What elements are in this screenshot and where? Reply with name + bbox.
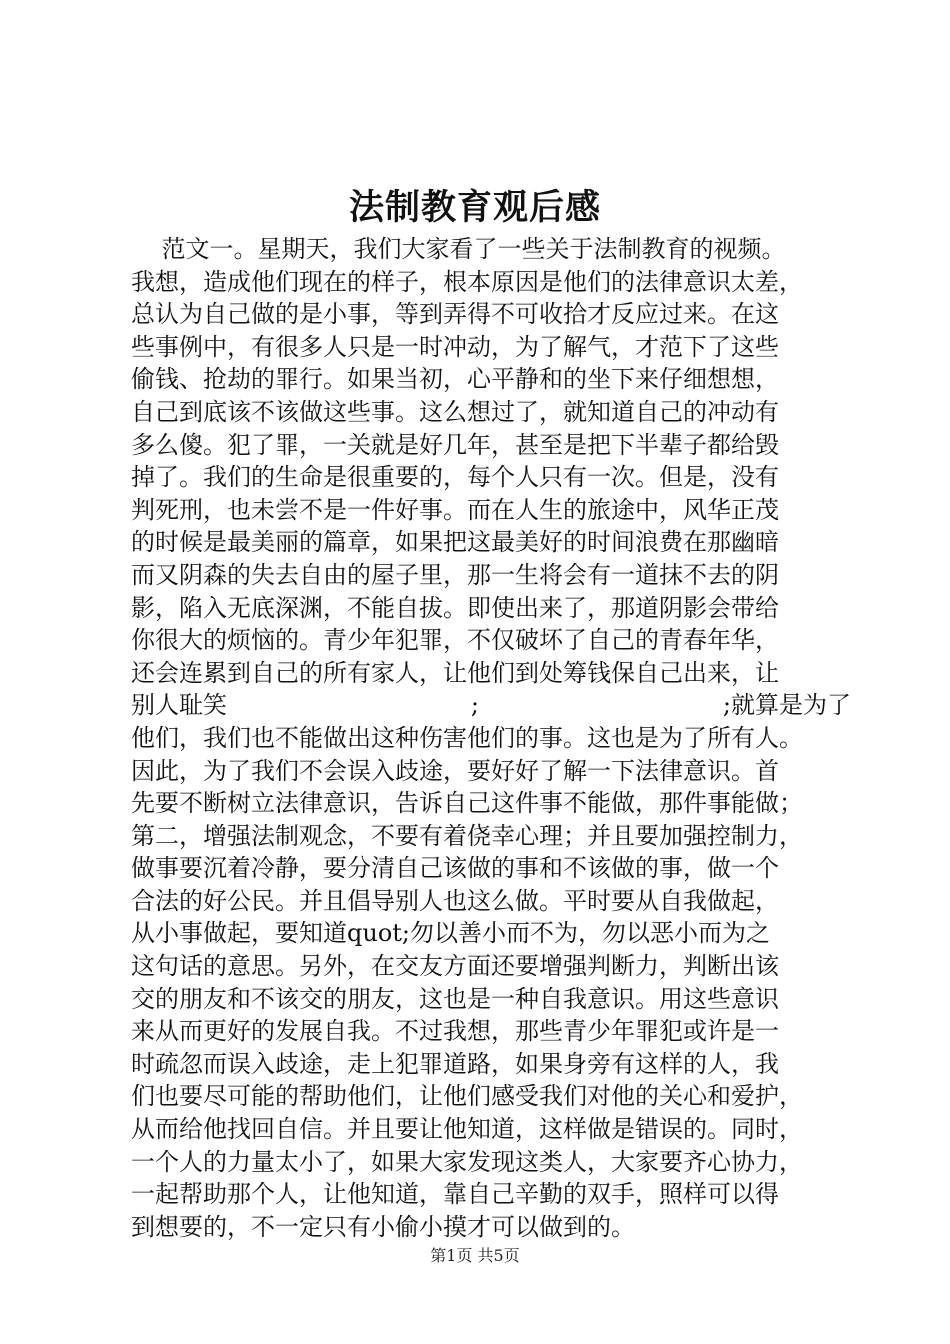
text-fragment: ;就算是为了 — [722, 691, 851, 720]
text-line: 做事要沉着冷静，要分清自己该做的事和不该做的事，做一个 — [131, 854, 779, 883]
text-line: 的时候是最美丽的篇章，如果把这最美好的时间浪费在那幽暗 — [131, 528, 779, 557]
text-line: 们也要尽可能的帮助他们，让他们感受我们对他的关心和爱护， — [131, 1082, 803, 1111]
text-line: 从而给他找回自信。并且要让他知道，这样做是错误的。同时， — [131, 1115, 803, 1144]
text-line: 一个人的力量太小了，如果大家发现这类人，大家要齐心协力， — [131, 1147, 803, 1176]
text-line: 第二，增强法制观念，不要有着侥幸心理；并且要加强控制力， — [131, 821, 803, 850]
text-line: 你很大的烦恼的。青少年犯罪，不仅破坏了自己的青春年华， — [131, 626, 779, 655]
text-line: 掉了。我们的生命是很重要的，每个人只有一次。但是，没有 — [131, 463, 779, 492]
text-line: 来从而更好的发展自我。不过我想，那些青少年罪犯或许是一 — [131, 1017, 779, 1046]
text-line: 交的朋友和不该交的朋友，这也是一种自我意识。用这些意识 — [131, 984, 779, 1013]
text-line: 我想，造成他们现在的样子，根本原因是他们的法律意识太差， — [131, 267, 803, 296]
document-body — [131, 233, 851, 1243]
text-line: 多么傻。犯了罪，一关就是好几年，甚至是把下半辈子都给毁 — [131, 430, 779, 459]
text-line: 还会连累到自己的所有家人，让他们到处筹钱保自己出来，让 — [131, 658, 779, 687]
spread-text-line — [131, 689, 851, 722]
text-line: 自己到底该不该做这些事。这么想过了，就知道自己的冲动有 — [131, 397, 779, 426]
text-line: 总认为自己做的是小事，等到弄得不可收拾才反应过来。在这 — [131, 300, 779, 329]
document-title: 法制教育观后感 — [348, 187, 601, 228]
text-line: 从小事做起，要知道quot;勿以善小而不为，勿以恶小而为之 — [131, 919, 770, 948]
text-line: 些事例中，有很多人只是一时冲动，为了解气，才范下了这些 — [131, 332, 779, 361]
text-line: 合法的好公民。并且倡导别人也这么做。平时要从自我做起， — [131, 886, 779, 915]
text-line: 先要不断树立法律意识，告诉自己这件事不能做，那件事能做； — [131, 789, 803, 818]
text-line: 而又阴森的失去自由的屋子里，那一生将会有一道抹不去的阴 — [131, 560, 779, 589]
text-line: 时疏忽而误入歧途，走上犯罪道路，如果身旁有这样的人，我 — [131, 1049, 779, 1078]
text-line: 判死刑，也未尝不是一件好事。而在人生的旅途中，风华正茂 — [131, 495, 779, 524]
text-line: 因此，为了我们不会误入歧途，要好好了解一下法律意识。首 — [131, 756, 779, 785]
page-footer: 第1页 共5页 — [430, 1246, 520, 1265]
text-line: 一起帮助那个人，让他知道，靠自己辛勤的双手，照样可以得 — [131, 1180, 779, 1209]
text-line: 偷钱、抢劫的罪行。如果当初，心平静和的坐下来仔细想想， — [131, 365, 779, 394]
text-fragment: 别人耻笑 — [131, 691, 227, 720]
text-line: 到想要的，不一定只有小偷小摸才可以做到的。 — [131, 1212, 635, 1241]
text-line: 范文一。星期天，我们大家看了一些关于法制教育的视频。 — [131, 235, 786, 263]
text-line: 这句话的意思。另外，在交友方面还要增强判断力，判断出该 — [131, 952, 779, 981]
text-line: 影，陷入无底深渊，不能自拔。即使出来了，那道阴影会带给 — [131, 593, 779, 622]
text-fragment: ; — [470, 691, 479, 720]
text-line: 他们，我们也不能做出这种伤害他们的事。这也是为了所有人。 — [131, 723, 803, 752]
